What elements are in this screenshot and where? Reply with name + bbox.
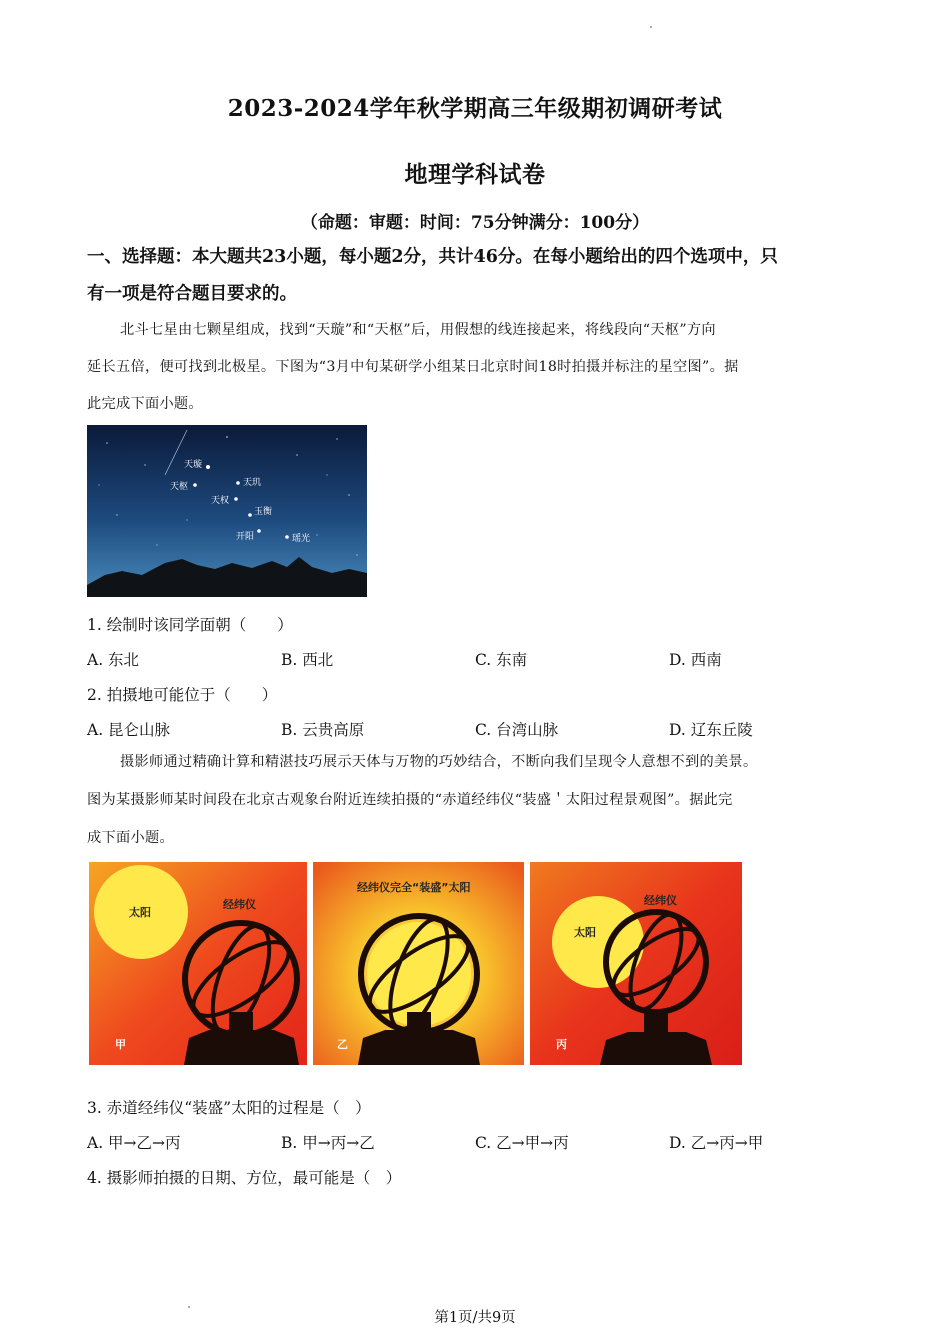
section-heading-line1: 一、选择题：本大题共23小题，每小题2分，共计46分。在每小题给出的四个选项中，只 (87, 247, 778, 267)
q1-option-c[interactable]: C. 东南 (475, 651, 528, 669)
big-dipper-star-map (87, 425, 367, 597)
jia-instrument-label: 经纬仪 (223, 898, 256, 911)
q3-option-a[interactable]: A. 甲→乙→丙 (87, 1134, 181, 1152)
label-kaiyang: 开阳 (236, 532, 255, 542)
q2-option-b[interactable]: B. 云贵高原 (281, 721, 365, 739)
yi-tag: 乙 (337, 1038, 348, 1051)
q1-option-b[interactable]: B. 西北 (281, 651, 334, 669)
exam-meta: （命题：审题：时间：75分钟满分：100分） (300, 213, 650, 233)
jia-tag: 甲 (115, 1038, 126, 1051)
section-heading-line2: 有一项是符合题目要求的。 (87, 284, 297, 304)
passage2-line2: 图为某摄影师某时间段在北京古观象台附近连续拍摄的“赤道经纬仪“装盛＇太阳过程景观图”。据此完 (87, 792, 733, 808)
jia-sun-label: 太阳 (129, 906, 151, 919)
q3-option-c[interactable]: C. 乙→甲→丙 (475, 1134, 569, 1152)
question-4-stem: 4. 摄影师拍摄的日期、方位，最可能是（ ） (87, 1169, 402, 1187)
passage2-line3: 成下面小题。 (87, 830, 174, 846)
q2-option-d[interactable]: D. 辽东丘陵 (669, 721, 753, 739)
q3-option-b[interactable]: B. 甲→丙→乙 (281, 1134, 375, 1152)
question-3-stem: 3. 赤道经纬仪“装盛”太阳的过程是（ ） (87, 1099, 371, 1117)
bing-sun-label: 太阳 (574, 926, 596, 939)
label-yuheng: 玉衡 (254, 507, 273, 517)
q1-option-a[interactable]: A. 东北 (87, 651, 140, 669)
yi-caption: 经纬仪完全“装盛”太阳 (357, 881, 471, 894)
subject-title: 地理学科试卷 (404, 161, 546, 188)
q2-option-c[interactable]: C. 台湾山脉 (475, 721, 559, 739)
q1-option-d[interactable]: D. 西南 (669, 651, 722, 669)
label-tianxuan: 天璇 (184, 460, 203, 470)
bing-tag: 丙 (556, 1038, 567, 1051)
q2-option-a[interactable]: A. 昆仑山脉 (87, 721, 171, 739)
label-yaoguang: 瑶光 (292, 534, 311, 544)
photo-jia (89, 862, 307, 1065)
q3-option-d[interactable]: D. 乙→丙→甲 (669, 1134, 764, 1152)
question-2-stem: 2. 拍摄地可能位于（ ） (87, 686, 278, 704)
photo-bing (530, 862, 742, 1065)
label-tianshu: 天枢 (170, 482, 189, 492)
bing-instrument-label: 经纬仪 (644, 894, 677, 907)
page-number: 第1页/共9页 (434, 1310, 516, 1326)
exam-title: 2023-2024学年秋学期高三年级期初调研考试 (227, 95, 723, 122)
photo-yi (313, 862, 524, 1065)
label-tianquan: 天权 (211, 496, 230, 506)
corner-mark (650, 26, 652, 28)
question-1-stem: 1. 绘制时该同学面朝（ ） (87, 616, 293, 634)
passage1-line2: 延长五倍，便可找到北极星。下图为“3月中旬某研学小组某日北京时间18时拍摄并标注的星空图”。据 (87, 359, 739, 375)
passage1-line3: 此完成下面小题。 (87, 396, 203, 412)
label-tianji: 天玑 (243, 478, 262, 488)
passage1-line1: 北斗七星由七颗星组成，找到“天璇”和“天枢”后，用假想的线连接起来，将线段向“天枢”方向 (120, 322, 716, 338)
passage2-line1: 摄影师通过精确计算和精湛技巧展示天体与万物的巧妙结合，不断向我们呈现令人意想不到的美景。 (120, 754, 758, 770)
